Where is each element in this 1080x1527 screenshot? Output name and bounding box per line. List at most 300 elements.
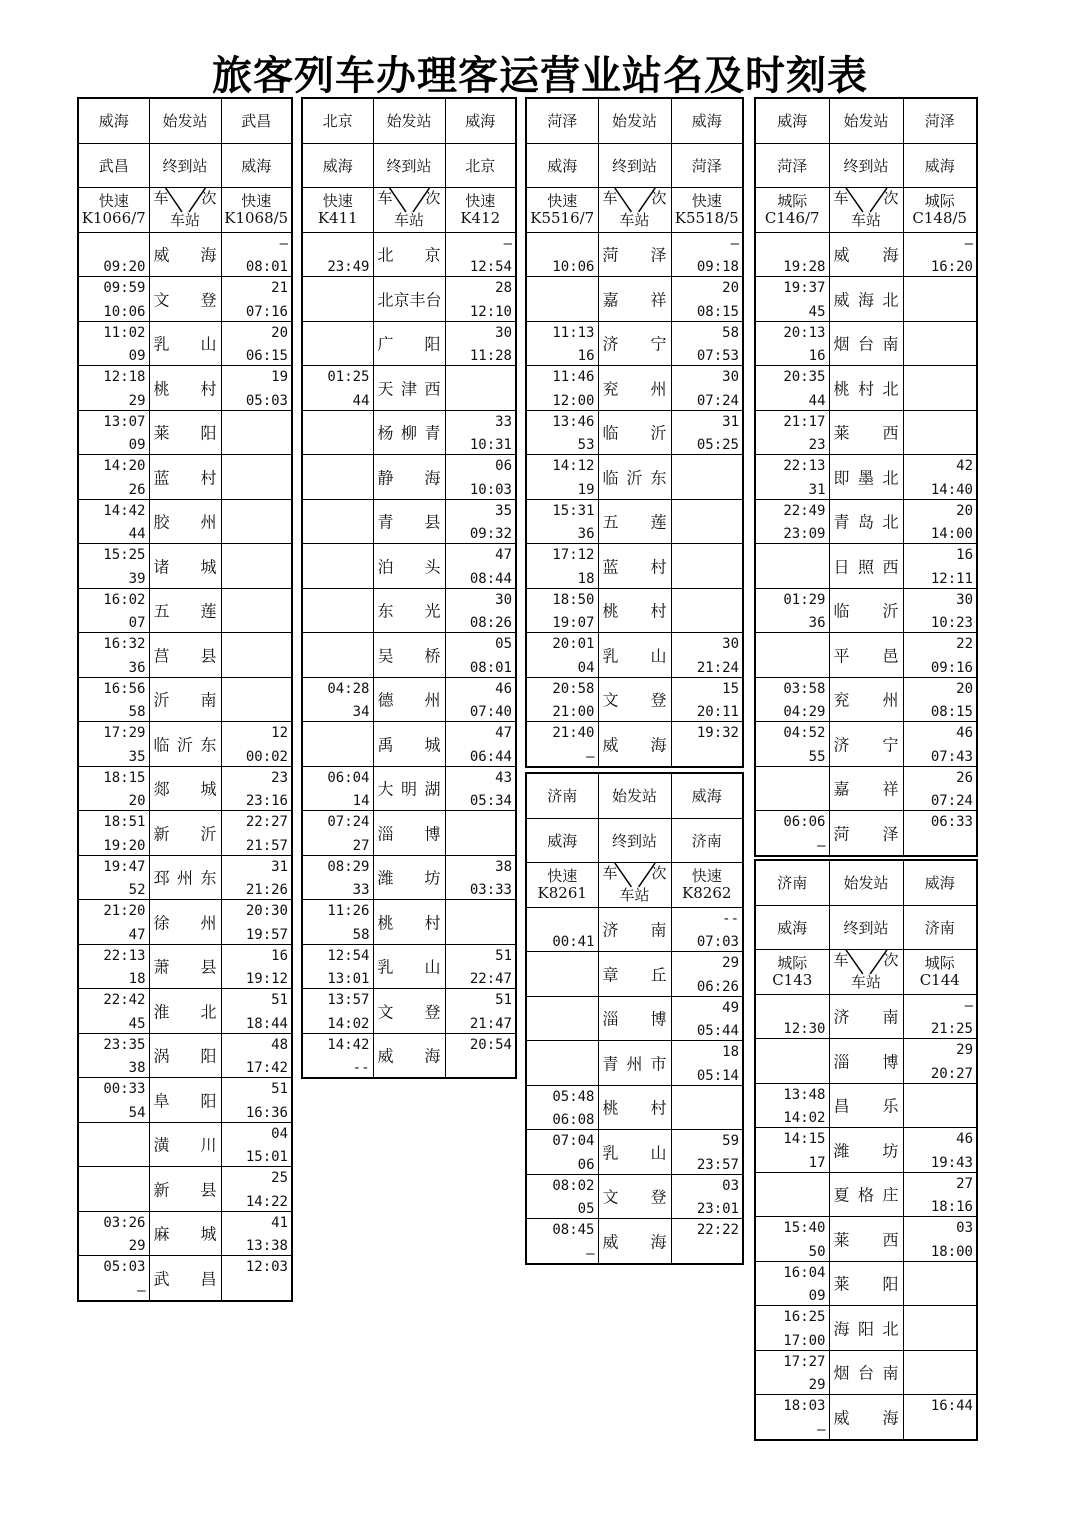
return-depart-time: 08:26 <box>469 615 512 631</box>
station-char: 川 <box>200 1135 217 1155</box>
departure-depart-time: 23:49 <box>327 259 370 275</box>
station-char: 州 <box>882 690 899 710</box>
station-name <box>603 1140 667 1163</box>
station-char: 潍 <box>377 868 394 888</box>
train-label: 车 <box>602 189 618 207</box>
departure-end-station: 威海 <box>547 156 578 175</box>
departure-depart-time: -- <box>352 1060 370 1076</box>
number-label: 次 <box>883 951 899 969</box>
departure-arrival-time: 21:20 <box>103 903 146 919</box>
station-name <box>603 465 667 488</box>
station-name <box>378 421 441 444</box>
departure-depart-time: 44 <box>808 392 826 409</box>
station-name <box>154 688 217 711</box>
number-label: 次 <box>201 189 217 207</box>
return-arrival-time: 35 <box>495 502 512 519</box>
station-char: 南 <box>882 1007 899 1027</box>
return-arrival-time: 46 <box>956 1131 973 1147</box>
station-char: 北 <box>200 1002 217 1022</box>
station-char: 北 <box>882 290 899 310</box>
train-label: 车 <box>602 864 618 882</box>
departure-arrival-time: 16:56 <box>103 680 146 697</box>
schedule-row <box>755 1261 977 1306</box>
return-depart-time: 20:27 <box>930 1065 973 1082</box>
station-char: 宁 <box>650 334 667 354</box>
return-depart-time: 09:32 <box>469 526 512 542</box>
return-arrival-time: 18 <box>722 1044 739 1060</box>
station-char: 乐 <box>882 1096 899 1116</box>
station-char: 桃 <box>833 379 850 399</box>
departure-arrival-time: 08:29 <box>327 858 370 875</box>
station-char: 城 <box>200 557 217 577</box>
station-char: 烟 <box>833 334 850 354</box>
train-station-corner <box>598 863 671 908</box>
train-station-corner <box>829 188 903 233</box>
station-char: 沂 <box>626 468 643 488</box>
departure-depart-time: 50 <box>808 1243 826 1260</box>
departure-depart-time: 35 <box>128 748 146 765</box>
return-depart-time: 16:20 <box>930 259 973 275</box>
departure-depart-time: 10:06 <box>103 303 146 320</box>
return-depart-time: 06:44 <box>469 748 512 765</box>
station-name <box>154 955 217 978</box>
return-start-station: 菏泽 <box>924 112 955 131</box>
station-name <box>603 918 667 941</box>
departure-depart-time: 58 <box>128 704 146 720</box>
departure-depart-time: 26 <box>128 481 146 498</box>
departure-depart-time: 12:00 <box>552 392 595 409</box>
departure-start-station: 威海 <box>777 112 808 131</box>
return-arrival-time: 21 <box>271 280 288 296</box>
station-char: 青 <box>602 1054 619 1074</box>
station-char: 坊 <box>424 868 441 888</box>
station-char: 胶 <box>153 512 170 532</box>
return-depart-time: 07:43 <box>930 748 973 765</box>
station-char: 乳 <box>377 957 394 977</box>
return-arrival-time: 23 <box>271 769 288 786</box>
return-train-number: K5518/5 <box>674 208 739 227</box>
station-char: 宁 <box>882 735 899 755</box>
return-arrival-time: 29 <box>722 955 739 971</box>
start-station-row <box>78 98 292 143</box>
return-depart-time: 23:16 <box>245 793 288 809</box>
departure-arrival-time: 08:02 <box>552 1177 595 1194</box>
station-name <box>834 777 899 800</box>
schedule-row <box>526 722 743 767</box>
station-char: 格 <box>857 1185 874 1205</box>
start-station-label: 始发站 <box>843 112 889 131</box>
return-arrival-time: 51 <box>495 947 512 964</box>
return-depart-time: 21:57 <box>245 837 288 854</box>
station-char: 州 <box>650 379 667 399</box>
station-char: 东 <box>377 601 394 621</box>
schedule-row <box>302 232 516 277</box>
station-name <box>154 1044 217 1067</box>
station-char: 沂 <box>200 824 217 844</box>
departure-arrival-time: 06:06 <box>783 814 826 830</box>
return-depart-time: 14:22 <box>245 1193 288 1210</box>
return-arrival-time: 47 <box>495 547 512 563</box>
station-char: 阳 <box>882 1274 899 1294</box>
return-arrival-time: 03 <box>722 1177 739 1194</box>
start-station-row <box>755 98 977 143</box>
station-name <box>834 510 899 533</box>
station-char: 徐 <box>153 913 170 933</box>
station-name <box>378 688 441 711</box>
station-char: 县 <box>424 512 441 532</box>
departure-arrival-time: 12:54 <box>327 947 370 964</box>
schedule-row <box>302 766 516 811</box>
return-arrival-time: 16:44 <box>930 1398 973 1414</box>
departure-depart-time: 20 <box>128 793 146 809</box>
return-train-type: 快速 <box>691 866 722 885</box>
return-arrival-time: 20:30 <box>245 903 288 919</box>
station-char: 阜 <box>153 1091 170 1111</box>
station-char: 莱 <box>833 1230 850 1250</box>
station-char: 东 <box>200 735 217 755</box>
schedule-row <box>302 321 516 366</box>
departure-depart-time: 18 <box>577 570 595 587</box>
departure-arrival-time: 04:52 <box>783 725 826 741</box>
return-arrival-time: 20 <box>956 502 973 519</box>
departure-depart-time: 47 <box>128 926 146 943</box>
station-char: 临 <box>602 468 619 488</box>
return-arrival-time: 51 <box>495 992 512 1008</box>
timetable-5 <box>754 97 978 857</box>
schedule-row <box>755 994 977 1039</box>
return-arrival-time: 30 <box>956 591 973 608</box>
return-train-type: 城际 <box>924 191 955 210</box>
station-name <box>834 421 899 444</box>
station-name <box>834 465 899 488</box>
station-label: 车站 <box>169 211 200 230</box>
station-name: 北京丰台 <box>377 290 442 310</box>
departure-depart-time: 54 <box>128 1104 146 1121</box>
departure-arrival-time: 18:51 <box>103 814 146 830</box>
return-arrival-time: — <box>964 235 973 252</box>
return-arrival-time: 06 <box>495 458 512 474</box>
station-char: 杨 <box>377 423 394 443</box>
station-name <box>378 866 441 889</box>
return-arrival-time: 28 <box>495 280 512 296</box>
departure-arrival-time: 18:03 <box>783 1398 826 1414</box>
departure-depart-time: — <box>817 837 826 854</box>
departure-depart-time: — <box>586 748 595 765</box>
station-char: 菏 <box>833 824 850 844</box>
station-char: 临 <box>153 735 170 755</box>
station-char: 山 <box>200 334 217 354</box>
return-depart-time: 18:44 <box>245 1015 288 1032</box>
station-char: 临 <box>833 601 850 621</box>
station-name <box>834 1094 899 1117</box>
station-char: 禹 <box>377 735 394 755</box>
train-label: 车 <box>833 951 849 969</box>
station-char: 淄 <box>833 1052 850 1072</box>
station-name <box>603 643 667 666</box>
schedule-row <box>302 410 516 455</box>
station-name <box>603 1185 667 1208</box>
station-name <box>834 1227 899 1250</box>
station-char: 文 <box>377 1002 394 1022</box>
return-arrival-time: 27 <box>956 1175 973 1192</box>
schedule-row <box>526 232 743 277</box>
start-station-label: 始发站 <box>611 787 657 806</box>
departure-start-station: 菏泽 <box>547 112 578 131</box>
station-char: 县 <box>200 957 217 977</box>
return-arrival-time: 22:27 <box>245 814 288 830</box>
station-char: 东 <box>650 468 667 488</box>
station-name <box>834 376 899 399</box>
station-char: 德 <box>377 690 394 710</box>
return-arrival-time: 20 <box>722 280 739 296</box>
return-depart-time: 06:26 <box>696 978 739 995</box>
station-char: 静 <box>377 468 394 488</box>
departure-arrival-time: 18:50 <box>552 591 595 608</box>
return-depart-time: 15:01 <box>245 1149 288 1165</box>
station-char: 济 <box>602 920 619 940</box>
station-name <box>603 1229 667 1252</box>
station-char: 祥 <box>882 779 899 799</box>
end-station-label: 终到站 <box>843 918 889 937</box>
return-depart-time: 05:03 <box>245 392 288 409</box>
departure-depart-time: 44 <box>128 526 146 542</box>
departure-end-station: 威海 <box>547 831 578 850</box>
schedule-row <box>526 1174 743 1219</box>
departure-arrival-time: 11:26 <box>327 903 370 919</box>
return-arrival-time: 51 <box>271 992 288 1008</box>
station-char: 淄 <box>377 824 394 844</box>
return-train-number: K8262 <box>682 883 732 902</box>
return-arrival-time: — <box>730 235 739 252</box>
station-name <box>603 732 667 755</box>
station-name <box>834 1183 899 1206</box>
schedule-row <box>755 677 977 722</box>
schedule-row <box>302 944 516 989</box>
schedule-row <box>302 722 516 767</box>
schedule-row <box>78 633 292 678</box>
return-arrival-time: 16 <box>956 547 973 563</box>
return-depart-time: 18:00 <box>930 1243 973 1260</box>
schedule-row <box>526 277 743 322</box>
station-char: 登 <box>200 290 217 310</box>
station-char: 文 <box>602 1187 619 1207</box>
return-arrival-time: 15 <box>722 680 739 697</box>
departure-depart-time: — <box>137 1282 146 1299</box>
departure-start-station: 济南 <box>547 787 578 806</box>
station-char: 夏 <box>833 1185 850 1205</box>
schedule-row <box>78 944 292 989</box>
schedule-row <box>78 1256 292 1301</box>
departure-train-type: 快速 <box>98 191 129 210</box>
station-char: 博 <box>650 1009 667 1029</box>
departure-arrival-time: 01:25 <box>327 369 370 385</box>
number-label: 次 <box>425 189 441 207</box>
station-char: 平 <box>833 646 850 666</box>
return-depart-time: 23:57 <box>696 1156 739 1173</box>
schedule-row <box>302 900 516 945</box>
station-name <box>603 962 667 985</box>
station-name <box>834 1049 899 1072</box>
station-name <box>154 910 217 933</box>
departure-depart-time: 19:20 <box>103 837 146 854</box>
departure-start-station: 济南 <box>777 874 808 893</box>
schedule-row <box>755 1128 977 1173</box>
station-char: 州 <box>424 690 441 710</box>
return-end-station: 威海 <box>924 156 955 175</box>
return-depart-time: 17:42 <box>245 1060 288 1076</box>
return-depart-time: 05:34 <box>469 793 512 809</box>
number-label: 次 <box>651 864 667 882</box>
end-station-label: 终到站 <box>162 156 208 175</box>
station-char: 桃 <box>602 601 619 621</box>
station-char: 莒 <box>153 646 170 666</box>
departure-arrival-time: 17:29 <box>103 725 146 741</box>
station-char: 东 <box>200 868 217 888</box>
schedule-row <box>78 499 292 544</box>
station-name <box>834 1138 899 1161</box>
return-depart-time: 12:10 <box>469 303 512 320</box>
departure-arrival-time: 14:12 <box>552 458 595 474</box>
schedule-row <box>755 366 977 411</box>
station-char: 村 <box>650 1098 667 1118</box>
station-char: 乳 <box>602 646 619 666</box>
return-train-type: 快速 <box>241 191 272 210</box>
return-arrival-time: 05 <box>495 636 512 652</box>
station-char: 昌 <box>833 1096 850 1116</box>
departure-train-number: K5516/7 <box>530 208 595 227</box>
departure-depart-time: 36 <box>808 615 826 631</box>
return-arrival-time: 26 <box>956 769 973 786</box>
departure-depart-time: 23:09 <box>783 526 826 542</box>
end-station-row <box>302 143 516 188</box>
return-arrival-time: 16 <box>271 947 288 964</box>
station-char: 广 <box>377 334 394 354</box>
station-char: 城 <box>200 779 217 799</box>
departure-depart-time: 17:00 <box>783 1332 826 1349</box>
schedule-row <box>755 722 977 767</box>
station-name <box>154 1222 217 1245</box>
schedule-row <box>526 410 743 455</box>
station-char: 州 <box>200 913 217 933</box>
station-name <box>834 821 899 844</box>
station-name <box>154 1133 217 1156</box>
schedule-row <box>78 766 292 811</box>
return-arrival-time: 04 <box>271 1125 288 1142</box>
departure-depart-time: 34 <box>352 704 370 720</box>
return-depart-time: 10:31 <box>469 437 512 453</box>
station-char: 昌 <box>200 1269 217 1289</box>
station-char: 市 <box>650 1054 667 1074</box>
departure-arrival-time: 21:17 <box>783 413 826 430</box>
station-char: 西 <box>882 423 899 443</box>
return-depart-time: 08:15 <box>696 303 739 320</box>
end-station-row <box>526 143 743 188</box>
train-station-corner <box>373 188 445 233</box>
station-name <box>154 999 217 1022</box>
schedule-row <box>755 766 977 811</box>
station-char: 京 <box>424 245 441 265</box>
station-char: 济 <box>602 334 619 354</box>
schedule-row <box>755 232 977 277</box>
end-station-label: 终到站 <box>386 156 432 175</box>
departure-depart-time: 53 <box>577 437 595 453</box>
station-char: 桃 <box>602 1098 619 1118</box>
station-char: 大 <box>377 779 394 799</box>
schedule-row <box>526 1041 743 1086</box>
station-name <box>154 421 217 444</box>
timetable-1 <box>77 97 293 1302</box>
departure-arrival-time: 09:59 <box>103 280 146 296</box>
departure-train-number: C143 <box>772 970 813 989</box>
station-name <box>834 643 899 666</box>
station-char: 烟 <box>833 1363 850 1383</box>
station-char: 威 <box>833 245 850 265</box>
return-arrival-time: 12:03 <box>245 1259 288 1275</box>
return-depart-time: 13:38 <box>245 1238 288 1254</box>
schedule-row <box>755 1217 977 1262</box>
end-station-label: 终到站 <box>843 156 889 175</box>
station-char: 文 <box>602 690 619 710</box>
timetable-4 <box>525 772 744 1265</box>
station-char: 海 <box>424 1046 441 1066</box>
return-train-number: K1068/5 <box>224 208 289 227</box>
departure-arrival-time: 21:40 <box>552 725 595 741</box>
departure-end-station: 威海 <box>322 156 353 175</box>
start-station-row <box>526 98 743 143</box>
station-char: 莱 <box>153 423 170 443</box>
schedule-row <box>78 1167 292 1212</box>
departure-depart-time: — <box>817 1421 826 1438</box>
station-name <box>603 688 667 711</box>
departure-depart-time: 09 <box>128 348 146 364</box>
station-char: 莲 <box>650 512 667 532</box>
return-arrival-time: 22:22 <box>696 1222 739 1238</box>
station-char: 武 <box>153 1269 170 1289</box>
departure-arrival-time: 00:33 <box>103 1081 146 1097</box>
station-name <box>154 1266 217 1289</box>
station-char: 桥 <box>424 646 441 666</box>
departure-arrival-time: 11:46 <box>552 369 595 385</box>
schedule-row <box>755 633 977 678</box>
return-arrival-time: 46 <box>956 725 973 741</box>
station-char: 莱 <box>833 423 850 443</box>
train-station-corner <box>829 950 903 995</box>
departure-train-type: 快速 <box>322 191 353 210</box>
station-char: 青 <box>833 512 850 532</box>
station-char: 淄 <box>602 1009 619 1029</box>
departure-depart-time: 45 <box>128 1015 146 1032</box>
schedule-row <box>755 588 977 633</box>
departure-arrival-time: 20:01 <box>552 636 595 652</box>
departure-depart-time: 45 <box>808 303 826 320</box>
station-char: 湖 <box>424 779 441 799</box>
departure-arrival-time: 01:29 <box>783 591 826 608</box>
departure-arrival-time: 13:57 <box>327 992 370 1008</box>
return-end-station: 菏泽 <box>691 156 722 175</box>
train-station-corner <box>149 188 221 233</box>
station-char: 登 <box>424 1002 441 1022</box>
schedule-row <box>755 811 977 856</box>
station-label: 车站 <box>850 211 881 230</box>
schedule-row <box>755 1395 977 1440</box>
departure-depart-time: — <box>586 1245 595 1262</box>
return-depart-time: 21:25 <box>930 1021 973 1037</box>
schedule-row <box>526 455 743 500</box>
station-char: 威 <box>833 1408 850 1428</box>
return-depart-time: 20:11 <box>696 704 739 720</box>
station-char: 泽 <box>650 245 667 265</box>
station-name <box>154 599 217 622</box>
